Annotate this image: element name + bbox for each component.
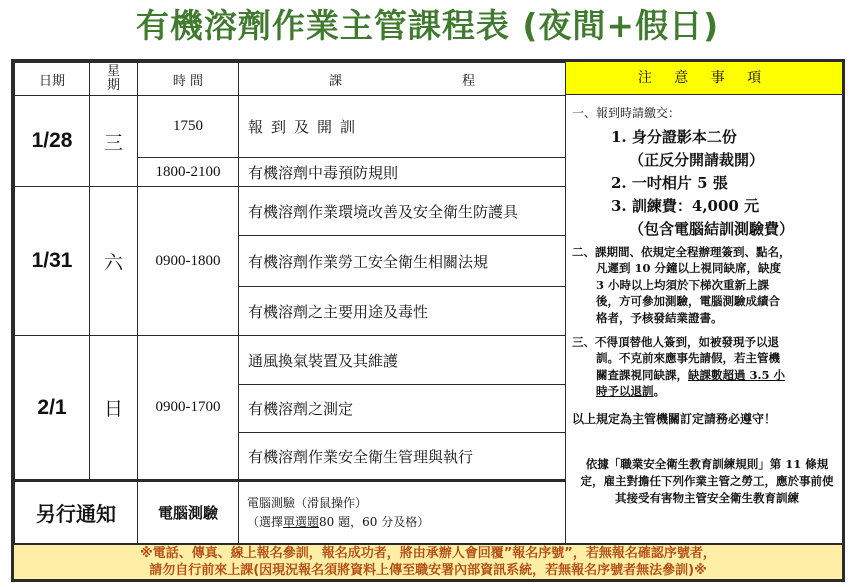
- time-cell: 0900-1700: [138, 336, 239, 481]
- table-row: [15, 96, 566, 158]
- course-cell: 有機溶劑中毒預防規則: [239, 158, 566, 187]
- header-weekday: [90, 63, 138, 96]
- notes-panel: [566, 96, 842, 505]
- date-cell: 1/28: [15, 96, 90, 187]
- weekday-cell: 六: [90, 187, 138, 336]
- notice-desc: [239, 481, 566, 544]
- course-cell: 通風換氣裝置及其維護: [239, 336, 566, 385]
- notice-row: [15, 481, 566, 544]
- header-row: [15, 63, 566, 96]
- notice-desc-post: 80 題，60 分及格）: [319, 514, 430, 529]
- time-cell: 1800-2100: [138, 158, 239, 187]
- date-cell: 1/31: [15, 187, 90, 336]
- header-time: 時 間: [138, 63, 239, 96]
- course-cell: 有機溶劑作業環境改善及安全衛生防護具: [239, 187, 566, 236]
- course-cell: 報到及開訓: [239, 96, 566, 158]
- note-2-line: 後，方可參加測驗，電腦測驗成績合: [596, 294, 780, 309]
- header-weekday-label: 星期: [106, 64, 120, 93]
- table-row: [15, 187, 566, 236]
- banner-line1: ※電話、傳真、線上報名參訓，報名成功者，將由承辦人會回覆”報名序號”，若無報名確認序號者，: [140, 546, 716, 561]
- page-title: 有機溶劑作業主管課程表 (夜間+假日): [135, 6, 720, 45]
- note-1-item: 1. 身分證影本二份: [611, 128, 737, 146]
- note-3-line: [572, 367, 840, 383]
- time-cell: 0900-1800: [138, 187, 239, 336]
- note-3: [572, 334, 840, 400]
- notice-title: 另行通知: [15, 481, 138, 544]
- course-cell: 有機溶劑之主要用途及毒性: [239, 287, 566, 336]
- note-1-item: 2. 一吋相片 5 張: [611, 174, 728, 192]
- header-date: 日期: [15, 63, 90, 96]
- course-cell: 有機溶劑作業勞工安全衛生相關法規: [239, 236, 566, 287]
- weekday-cell: 三: [90, 96, 138, 187]
- note-1-item: （包含電腦結訓測驗費）: [629, 220, 795, 238]
- note-2-line: 凡遲到 10 分鐘以上視同缺席，缺度: [596, 261, 782, 276]
- notice-desc-underlined: 單選題: [283, 514, 320, 529]
- note-2-line: 二、課期間、依規定全程辦理簽到、點名，: [572, 245, 791, 259]
- note-4: 以上規定為主管機關訂定請務必遵守！: [572, 412, 777, 426]
- notice-desc-line2: [247, 513, 565, 532]
- note-3-underlined: 缺課數超過 3.5 小: [688, 367, 786, 382]
- table-row: [15, 336, 566, 385]
- note-2-line: 格者，予核發結業證書。: [596, 310, 723, 325]
- notice-item: 電腦測驗: [138, 481, 239, 544]
- course-cell: 有機溶劑之測定: [239, 385, 566, 433]
- note-3-line: 訓。不克前來應事先請假，若主管機: [596, 351, 780, 366]
- note-2-line: 3 小時以上均須於下梯次重新上課: [596, 277, 770, 292]
- date-cell: 2/1: [15, 336, 90, 481]
- banner-line2: 請勿自行前來上課(因現況報名須將資料上傳至職安署內部資訊系統，若無報名序號者無法參訓)※: [149, 563, 707, 578]
- time-cell: 1750: [138, 96, 239, 158]
- note-5: 依據「職業安全衛生教育訓練規則」第 11 條規定，雇主對擔任下列作業主管之勞工，應於事前使其接受有害物主管安全衛生教育訓練: [580, 457, 834, 505]
- notice-desc-pre: （選擇: [247, 514, 284, 529]
- registration-banner: [14, 543, 842, 579]
- header-course-b: 程: [462, 73, 476, 89]
- notes-header: 注 意 事 項: [566, 62, 842, 95]
- note-3-end: 。: [653, 384, 665, 399]
- note-3-line: [572, 383, 840, 399]
- note-3-text: 關查課視同缺課，: [596, 367, 688, 382]
- header-course-a: 課: [328, 73, 342, 89]
- schedule-table: [14, 62, 566, 544]
- course-cell: 有機溶劑作業安全衛生管理與執行: [239, 433, 566, 481]
- note-1: 一、報到時請繳交：: [572, 106, 681, 120]
- note-3-underlined: 時予以退訓: [596, 384, 654, 399]
- note-1-item: 3. 訓練費：4,000 元: [611, 197, 760, 215]
- note-3-line: 三、不得頂替他人簽到，如被發現予以退: [572, 335, 779, 349]
- note-1-item: （正反分開請裁開）: [629, 151, 765, 169]
- header-course: [239, 63, 566, 96]
- note-1-items: [611, 126, 794, 241]
- note-2: [572, 244, 840, 326]
- weekday-cell: 日: [90, 336, 138, 481]
- notice-desc-line1: 電腦測驗（滑鼠操作）: [247, 495, 368, 510]
